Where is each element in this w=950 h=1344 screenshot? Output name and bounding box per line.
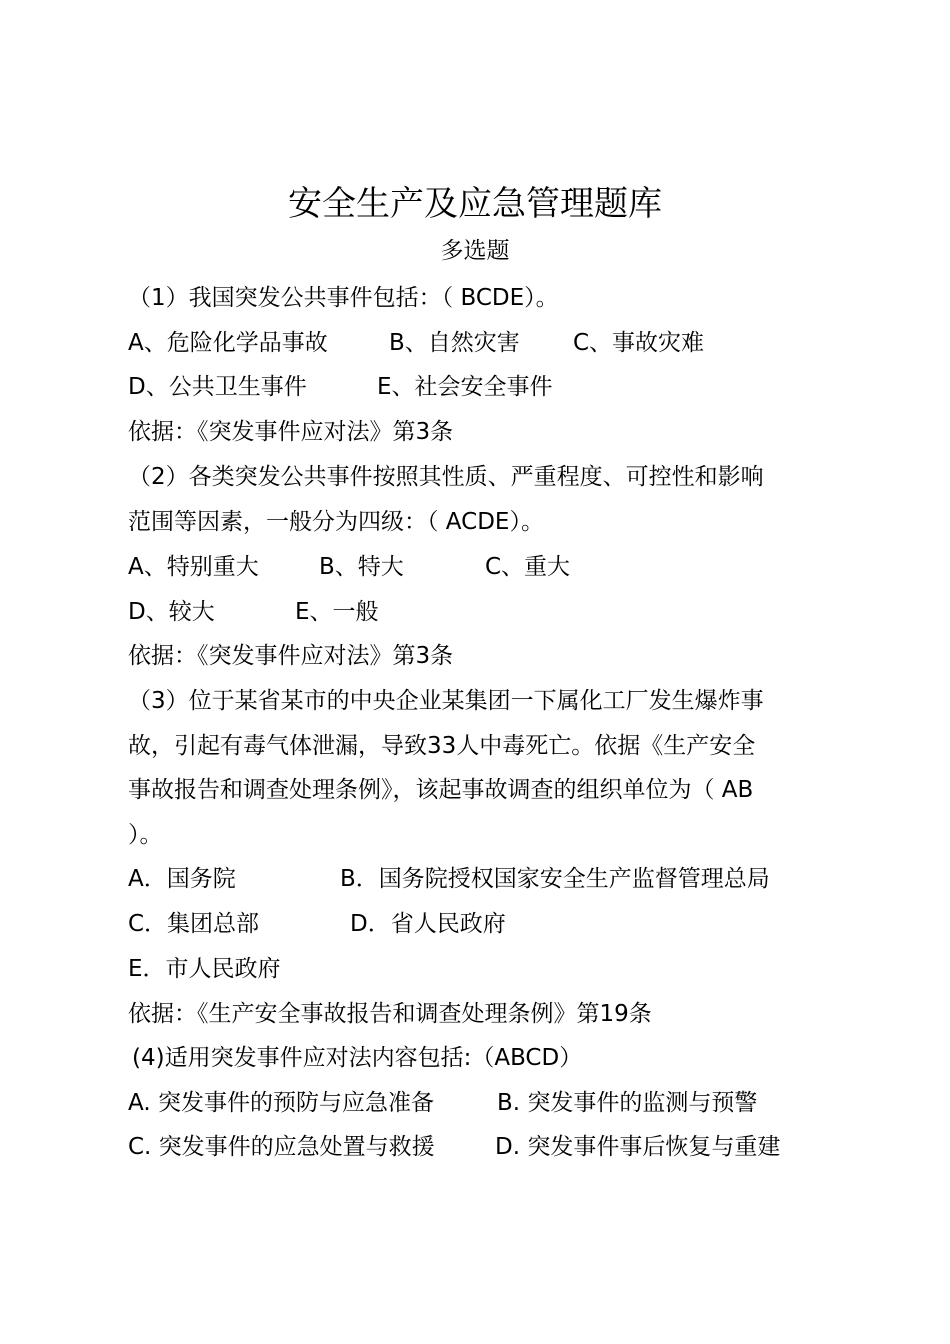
q2-option-c: C、重大 [485,554,571,580]
q3-option-e: E．市人民政府 [128,956,281,982]
question-3-line-3: 事故报告和调查处理条例》，该起事故调查的组织单位为（ AB [128,777,754,803]
q2-option-b: B、特大 [319,554,404,580]
question-3-line-1: （3）位于某省某市的中央企业某集团一下属化工厂发生爆炸事 [128,688,764,714]
q4-option-d: D. 突发事件事后恢复与重建 [495,1134,781,1160]
q2-option-e: E、一般 [295,599,379,625]
q3-option-b: B．国务院授权国家安全生产监督管理总局 [340,866,770,892]
q3-option-a: A．国务院 [128,866,236,892]
q2-option-a: A、特别重大 [128,554,259,580]
q1-option-b: B、自然灾害 [389,330,520,356]
q4-option-a: A. 突发事件的预防与应急准备 [128,1090,434,1116]
question-3-line-4: ）。 [128,822,163,848]
question-3-line-2: 故，引起有毒气体泄漏，导致33人中毒死亡。依据《生产安全 [128,733,756,759]
q3-option-d: D．省人民政府 [350,911,506,937]
q3-basis: 依据：《生产安全事故报告和调查处理条例》第19条 [128,1001,652,1027]
q1-option-c: C、事故灾难 [573,330,705,356]
q1-option-e: E、社会安全事件 [377,374,553,400]
q1-option-d: D、公共卫生事件 [128,374,307,400]
section-subtitle: 多选题 [440,238,510,264]
page-title: 安全生产及应急管理题库 [288,184,662,224]
q4-option-b: B. 突发事件的监测与预警 [497,1090,758,1116]
q1-basis: 依据：《突发事件应对法》第3条 [128,419,454,445]
q2-option-d: D、较大 [128,599,215,625]
question-1: （1）我国突发公共事件包括：（ BCDE）。 [128,285,559,311]
question-4: (4)适用突发事件应对法内容包括:（ABCD） [132,1045,583,1071]
q3-option-c: C．集团总部 [128,911,260,937]
question-2-line-1: （2）各类突发公共事件按照其性质、严重程度、可控性和影响 [128,464,764,490]
q2-basis: 依据：《突发事件应对法》第3条 [128,643,454,669]
q1-option-a: A、危险化学品事故 [128,330,328,356]
q4-option-c: C. 突发事件的应急处置与救援 [128,1134,435,1160]
question-2-line-2: 范围等因素，一般分为四级：（ ACDE）。 [128,509,544,535]
